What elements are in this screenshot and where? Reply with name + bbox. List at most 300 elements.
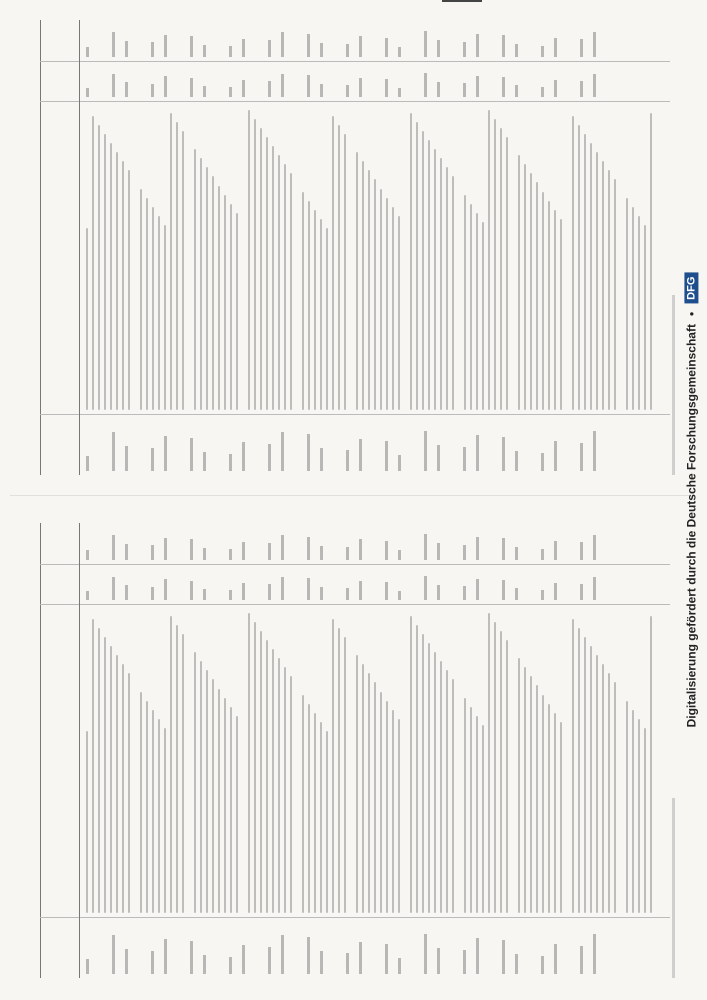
cell-entry [203, 589, 206, 600]
text-line [356, 152, 358, 410]
cell-entry [216, 540, 219, 560]
text-line [596, 655, 598, 913]
column-header [41, 605, 80, 918]
text-line [410, 616, 412, 914]
text-line [626, 198, 628, 411]
cell-entry [190, 78, 193, 98]
illegible-numbers [86, 923, 606, 975]
cell-entry [567, 550, 570, 560]
cell-entry [580, 81, 583, 98]
text-line [494, 622, 496, 914]
text-line [368, 673, 370, 913]
cell-entry [385, 38, 388, 58]
text-line [188, 643, 190, 914]
text-line [206, 167, 208, 410]
cell-entry [203, 548, 206, 560]
cell-entry [177, 44, 180, 58]
text-line [422, 634, 424, 914]
cell-entry [385, 441, 388, 471]
text-line [476, 213, 478, 411]
cell-entry [203, 955, 206, 974]
text-line [128, 170, 130, 410]
text-line [218, 689, 220, 914]
cell-entry [333, 437, 336, 472]
text-line [638, 719, 640, 914]
text-line [128, 673, 130, 913]
cell-entry [554, 38, 557, 57]
cell-entry [151, 587, 154, 601]
cell-entry [476, 537, 479, 560]
cell-entry [450, 433, 453, 471]
text-line [308, 201, 310, 411]
text-line [590, 143, 592, 411]
text-line [530, 676, 532, 913]
cell-entry [515, 85, 518, 97]
cell-entry [346, 85, 349, 97]
cell-entry [437, 543, 440, 560]
column-header [41, 20, 80, 62]
cell-entry [281, 74, 284, 97]
unit-column [80, 565, 671, 605]
text-line [512, 649, 514, 913]
left-page [22, 523, 662, 978]
cell-entry [359, 942, 362, 974]
illegible-text [86, 107, 666, 411]
text-line [266, 137, 268, 411]
cell-entry [138, 578, 141, 600]
cell-entry [112, 577, 115, 601]
cell-entry [281, 935, 284, 974]
text-line [380, 189, 382, 411]
text-line [248, 613, 250, 914]
text-line [248, 110, 250, 411]
cell-entry [268, 81, 271, 97]
cell-entry [489, 43, 492, 57]
cell-entry [203, 45, 206, 57]
cell-entry [476, 76, 479, 98]
text-line [158, 719, 160, 914]
designation-column [80, 102, 671, 415]
cell-entry [372, 45, 375, 57]
text-line [122, 664, 124, 913]
cell-entry [476, 938, 479, 974]
text-line [488, 110, 490, 411]
text-line [392, 710, 394, 914]
cell-entry [138, 434, 141, 471]
text-line [452, 176, 454, 410]
text-line [566, 731, 568, 913]
cell-entry [86, 47, 89, 57]
cell-entry [242, 80, 245, 97]
cell-entry [229, 87, 232, 97]
text-line [134, 682, 136, 913]
cell-entry [541, 46, 544, 58]
text-line [152, 710, 154, 914]
text-line [116, 655, 118, 913]
cell-entry [593, 934, 596, 974]
text-line [158, 216, 160, 411]
cell-entry [515, 954, 518, 974]
text-line [590, 646, 592, 914]
text-line [512, 146, 514, 410]
cell-entry [476, 34, 479, 57]
cell-entry [229, 957, 232, 974]
cell-entry [294, 41, 297, 57]
cell-entry [320, 43, 323, 58]
cell-entry [424, 576, 427, 600]
cell-entry [294, 949, 297, 974]
text-line [104, 134, 106, 411]
text-line [482, 222, 484, 410]
cell-entry [112, 535, 115, 560]
text-line [284, 667, 286, 913]
cell-entry [489, 952, 492, 974]
text-line [542, 695, 544, 914]
text-line [110, 143, 112, 411]
cell-entry [151, 84, 154, 98]
cell-entry [229, 590, 232, 600]
cell-entry [437, 948, 440, 974]
text-line [524, 164, 526, 410]
text-line [86, 228, 88, 410]
cell-entry [450, 536, 453, 561]
cell-entry [424, 431, 427, 471]
cell-entry [151, 448, 154, 471]
text-line [518, 155, 520, 410]
text-line [428, 140, 430, 411]
cell-entry [242, 39, 245, 58]
cell-entry [567, 455, 570, 471]
text-line [566, 228, 568, 410]
text-line [476, 716, 478, 914]
cell-entry [580, 584, 583, 601]
cell-entry [190, 438, 193, 471]
text-line [488, 613, 490, 914]
cell-entry [489, 546, 492, 560]
cell-entry [437, 445, 440, 471]
cell-entry [502, 580, 505, 600]
cell-entry [554, 583, 557, 601]
text-line [308, 704, 310, 914]
text-line [110, 646, 112, 914]
cell-entry [99, 584, 102, 600]
text-line [296, 686, 298, 914]
cell-entry [463, 83, 466, 98]
text-line [338, 628, 340, 914]
text-line [176, 625, 178, 914]
text-line [368, 170, 370, 410]
cell-entry [359, 36, 362, 57]
text-line [470, 204, 472, 411]
cell-entry [294, 446, 297, 471]
text-line [410, 113, 412, 411]
text-line [200, 661, 202, 913]
cell-entry [281, 432, 284, 471]
text-line [398, 216, 400, 411]
text-line [644, 728, 646, 913]
cell-entry [86, 88, 89, 97]
text-line [452, 679, 454, 913]
cell-entry [463, 42, 466, 58]
text-line [146, 198, 148, 411]
cell-entry [398, 591, 401, 601]
text-line [290, 173, 292, 410]
cell-entry [190, 941, 193, 974]
text-line [542, 192, 544, 411]
cell-entry [385, 541, 388, 561]
text-line [644, 225, 646, 410]
cell-entry [385, 944, 388, 974]
right-page [22, 20, 662, 475]
text-line [404, 728, 406, 913]
cell-entry [502, 538, 505, 560]
cell-entry [593, 535, 596, 561]
column-header [41, 918, 80, 978]
cell-entry [593, 431, 596, 471]
text-line [464, 698, 466, 914]
text-line [236, 716, 238, 914]
text-line [194, 149, 196, 410]
text-line [332, 619, 334, 914]
text-line [422, 131, 424, 411]
cell-entry [112, 74, 115, 98]
cell-entry [515, 588, 518, 600]
cell-entry [463, 586, 466, 601]
cell-entry [476, 435, 479, 471]
cell-entry [437, 40, 440, 57]
text-line [434, 652, 436, 913]
cell-entry [541, 453, 544, 471]
text-line [320, 722, 322, 914]
text-line [500, 128, 502, 411]
cell-entry [541, 87, 544, 98]
text-line [392, 207, 394, 411]
cell-entry [190, 36, 193, 57]
cell-entry [372, 452, 375, 471]
cell-entry [398, 455, 401, 471]
cell-entry [567, 591, 570, 601]
text-line [464, 195, 466, 411]
cell-entry [151, 545, 154, 560]
text-line [242, 725, 244, 913]
text-line [602, 664, 604, 913]
text-line [200, 158, 202, 410]
cell-entry [164, 436, 167, 471]
text-line [344, 134, 346, 411]
text-line [578, 628, 580, 914]
text-line [284, 164, 286, 410]
cell-entry [86, 591, 89, 600]
cell-entry [450, 936, 453, 974]
text-line [632, 710, 634, 914]
cell-entry [385, 582, 388, 600]
illegible-numbers [86, 420, 606, 472]
cell-entry [476, 579, 479, 601]
cell-entry [190, 539, 193, 560]
cell-entry [424, 73, 427, 97]
text-line [338, 125, 340, 411]
cell-entry [177, 85, 180, 98]
cell-entry [385, 79, 388, 97]
text-line [380, 692, 382, 914]
cell-entry [125, 41, 128, 57]
text-line [440, 158, 442, 410]
cell-entry [190, 581, 193, 601]
text-line [398, 719, 400, 914]
text-line [536, 183, 538, 411]
text-line [428, 643, 430, 914]
cell-entry [333, 35, 336, 57]
cell-entry [112, 935, 115, 974]
text-line [482, 725, 484, 913]
cell-entry [333, 940, 336, 975]
cell-entry [424, 934, 427, 974]
cell-entry [229, 454, 232, 471]
cell-entry [424, 534, 427, 560]
cell-entry [359, 539, 362, 560]
cell-entry [255, 31, 258, 57]
cell-entry [164, 939, 167, 974]
dfg-footer-separator: • [684, 311, 699, 317]
tariff-table [40, 20, 670, 475]
text-line [152, 207, 154, 411]
cell-entry [125, 544, 128, 560]
cell-entry [528, 439, 531, 471]
cell-entry [138, 33, 141, 57]
text-line [572, 116, 574, 411]
unit-column [80, 62, 671, 102]
cell-entry [268, 543, 271, 560]
text-line [650, 113, 652, 411]
cell-entry [320, 448, 323, 471]
text-line [218, 186, 220, 411]
cell-entry [541, 590, 544, 601]
cell-entry [255, 933, 258, 974]
cell-entry [151, 42, 154, 57]
cell-entry [580, 443, 583, 471]
cell-entry [99, 40, 102, 58]
cell-entry [216, 943, 219, 974]
text-line [194, 652, 196, 913]
text-line [242, 222, 244, 410]
cell-entry [450, 578, 453, 601]
illegible-units [86, 67, 606, 98]
cell-entry [255, 73, 258, 97]
cell-entry [177, 953, 180, 974]
text-line [530, 173, 532, 410]
cell-entry [281, 577, 284, 600]
text-line [302, 192, 304, 411]
text-line [332, 116, 334, 411]
designation-column [80, 605, 671, 918]
text-line [212, 176, 214, 410]
cell-entry [268, 444, 271, 471]
cell-entry [567, 958, 570, 974]
cell-entry [515, 44, 518, 57]
text-line [602, 161, 604, 410]
cell-entry [372, 86, 375, 97]
cell-entry [567, 47, 570, 57]
text-line [260, 631, 262, 914]
cell-entry [437, 585, 440, 601]
cell-entry [463, 447, 466, 471]
text-line [470, 707, 472, 914]
cell-entry [177, 547, 180, 561]
text-line [224, 698, 226, 914]
dfg-footer [676, 0, 707, 1000]
text-line [458, 186, 460, 411]
text-line [584, 134, 586, 411]
cell-entry [554, 80, 557, 98]
text-line [320, 219, 322, 411]
duty-column [80, 523, 671, 565]
text-line [536, 686, 538, 914]
cell-entry [398, 47, 401, 58]
text-line [290, 676, 292, 913]
text-line [362, 664, 364, 913]
cell-entry [99, 81, 102, 97]
text-line [374, 682, 376, 913]
text-line [620, 189, 622, 411]
cell-entry [593, 32, 596, 58]
column-header [41, 102, 80, 415]
cell-entry [307, 76, 310, 98]
text-line [236, 213, 238, 411]
cell-entry [229, 549, 232, 560]
text-line [140, 189, 142, 411]
cell-entry [268, 584, 271, 600]
cell-entry [346, 547, 349, 560]
text-line [554, 713, 556, 914]
text-line [506, 640, 508, 914]
illegible-units [86, 570, 606, 601]
cell-entry [528, 37, 531, 58]
cell-entry [138, 75, 141, 97]
text-line [614, 682, 616, 913]
text-line [584, 637, 586, 914]
cell-entry [398, 88, 401, 98]
cell-entry [541, 549, 544, 561]
cell-entry [489, 449, 492, 471]
cell-entry [307, 434, 310, 471]
cell-entry [177, 450, 180, 471]
cell-entry [320, 587, 323, 601]
cell-entry [593, 577, 596, 601]
cell-entry [99, 543, 102, 561]
text-line [416, 122, 418, 411]
cell-entry [515, 451, 518, 471]
cell-entry [424, 31, 427, 57]
text-line [146, 701, 148, 914]
cell-entry [593, 74, 596, 98]
page-header [22, 523, 36, 978]
cell-entry [346, 588, 349, 600]
text-line [230, 204, 232, 411]
dfg-footer-text: Digitalisierung gefördert durch die Deutsche Forschungsgemeinschaft [684, 324, 699, 728]
text-line [296, 183, 298, 411]
cell-entry [359, 439, 362, 471]
text-line [614, 179, 616, 410]
text-line [560, 219, 562, 411]
cell-entry [125, 949, 128, 974]
cell-entry [255, 534, 258, 560]
cell-entry [554, 541, 557, 560]
text-line [212, 679, 214, 913]
cell-entry [268, 947, 271, 974]
cell-entry [567, 88, 570, 98]
tariff-table [40, 523, 670, 978]
cell-entry [359, 78, 362, 98]
